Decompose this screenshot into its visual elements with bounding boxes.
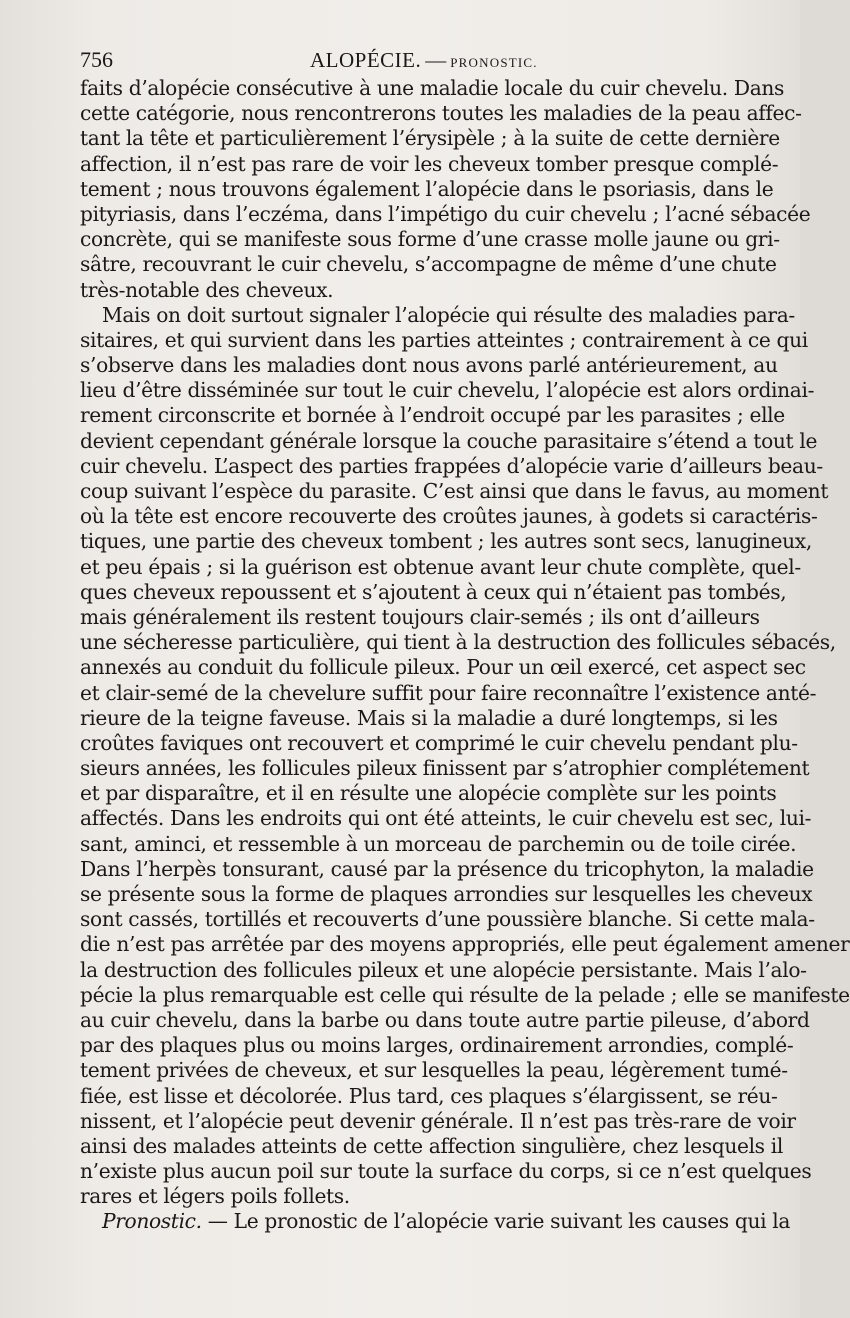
body-line: pécie la plus remarquable est celle qui résulte de la pelade ; elle se manifeste [80, 982, 850, 1007]
body-line: rares et légers poils follets. [80, 1184, 350, 1209]
body-line: et peu épais ; si la guérison est obtenue avant leur chute complète, quel- [80, 554, 801, 579]
body-line: se présente sous la forme de plaques arrondies sur lesquelles les cheveux [80, 882, 813, 906]
body-line: très-notable des cheveux. [80, 277, 334, 302]
body-line: Mais on doit surtout signaler l’alopécie qui résulte des maladies para- [102, 302, 795, 327]
pronostic-text: — Le pronostic de l’alopécie varie suivant les causes qui la [201, 1209, 791, 1234]
body-line: sant, aminci, et ressemble à un morceau de parchemin ou de toile cirée. [80, 831, 797, 856]
pronostic-label: Pronostic. [102, 1209, 202, 1234]
body-line: où la tête est encore recouverte des croûtes jaunes, à godets si caractéris- [80, 504, 818, 529]
body-text [80, 76, 850, 1235]
body-line: n’existe plus aucun poil sur toute la surface du corps, si ce n’est quelques [80, 1159, 812, 1184]
body-line: fiée, est lisse et décolorée. Plus tard, ces plaques s’élargissent, se réu- [80, 1083, 778, 1108]
body-line: concrète, qui se manifeste sous forme d’une crasse molle jaune ou gri- [80, 227, 780, 252]
body-line: mais généralement ils restent toujours clair-semés ; ils ont d’ailleurs [80, 604, 760, 629]
body-line: et clair-semé de la chevelure suffit pour faire reconnaître l’existence anté- [80, 680, 817, 705]
body-line: sitaires, et qui survient dans les parties atteintes ; contrairement à ce qui [80, 327, 808, 352]
body-line: die n’est pas arrêtée par des moyens appropriés, elle peut également amener [80, 932, 850, 957]
body-line: sieurs années, les follicules pileux finissent par s’atrophier complétement [80, 756, 810, 781]
body-line: cette catégorie, nous rencontrerons toutes les maladies de la peau affec- [80, 101, 802, 126]
body-line: affection, il n’est pas rare de voir les cheveux tomber presque complé- [80, 151, 779, 176]
body-line: tement ; nous trouvons également l’alopécie dans le psoriasis, dans le [80, 176, 774, 201]
body-line: la destruction des follicules pileux et une alopécie persistante. Mais l’alo- [80, 957, 807, 982]
body-line: nissent, et l’alopécie peut devenir générale. Il n’est pas très-rare de voir [80, 1108, 796, 1133]
chapter-title: ALOPÉCIE. [310, 48, 422, 72]
body-line: rement circonscrite et bornée à l’endroit occupé par les parasites ; elle [80, 403, 785, 428]
body-line: tiques, une partie des cheveux tombent ; les autres sont secs, lanugineux, [80, 529, 812, 554]
body-line: une sécheresse particulière, qui tient à la destruction des follicules sébacés, [80, 630, 836, 655]
body-line: Dans l’herpès tonsurant, causé par la présence du tricophyton, la maladie [80, 856, 814, 881]
body-line: sâtre, recouvrant le cuir chevelu, s’accompagne de même d’une chute [80, 252, 777, 277]
page-number: 756 [80, 47, 113, 72]
body-line: sont cassés, tortillés et recouverts d’une poussière blanche. Si cette mala- [80, 907, 815, 932]
body-line: ainsi des malades atteints de cette affection singulière, chez lesquels il [80, 1133, 783, 1158]
body-line: devient cependant générale lorsque la couche parasitaire s’étend a tout le [80, 428, 818, 453]
body-line: coup suivant l’espèce du parasite. C’est ainsi que dans le favus, au moment [80, 479, 829, 503]
body-line: croûtes faviques ont recouvert et comprimé le cuir chevelu pendant plu- [80, 730, 798, 755]
body-line: cuir chevelu. L’aspect des parties frappées d’alopécie varie d’ailleurs beau- [80, 453, 823, 478]
body-line: rieure de la teigne faveuse. Mais si la maladie a duré longtemps, si les [80, 705, 778, 730]
body-line: au cuir chevelu, dans la barbe ou dans toute autre partie pileuse, d’abord [80, 1007, 810, 1032]
body-line: pityriasis, dans l’eczéma, dans l’impétigo du cuir chevelu ; l’acné sébacée [80, 201, 811, 226]
body-line: affectés. Dans les endroits qui ont été atteints, le cuir chevelu est sec, lui- [80, 806, 812, 831]
body-line: tement privées de cheveux, et sur lesquelles la peau, légèrement tumé- [80, 1058, 788, 1083]
body-line: tant la tête et particulièrement l’érysipèle ; à la suite de cette dernière [80, 126, 780, 151]
running-title [310, 44, 538, 79]
body-line: s’observe dans les maladies dont nous avons parlé antérieurement, au [80, 353, 778, 378]
body-line: faits d’alopécie consécutive à une maladie locale du cuir chevelu. Dans [80, 76, 785, 100]
section-title: PRONOSTIC. [450, 55, 538, 70]
body-line: annexés au conduit du follicule pileux. Pour un œil exercé, cet aspect sec [80, 655, 806, 680]
body-line: ques cheveux repoussent et s’ajoutent à ceux qui n’étaient pas tombés, [80, 579, 787, 604]
body-line: lieu d’être disséminée sur tout le cuir chevelu, l’alopécie est alors ordinai- [80, 378, 815, 403]
running-header [80, 44, 745, 76]
body-line: et par disparaître, et il en résulte une alopécie complète sur les points [80, 781, 777, 806]
title-separator: — [425, 48, 447, 72]
body-line-pronostic [80, 1209, 791, 1234]
body-line: par des plaques plus ou moins larges, ordinairement arrondies, complé- [80, 1033, 794, 1058]
